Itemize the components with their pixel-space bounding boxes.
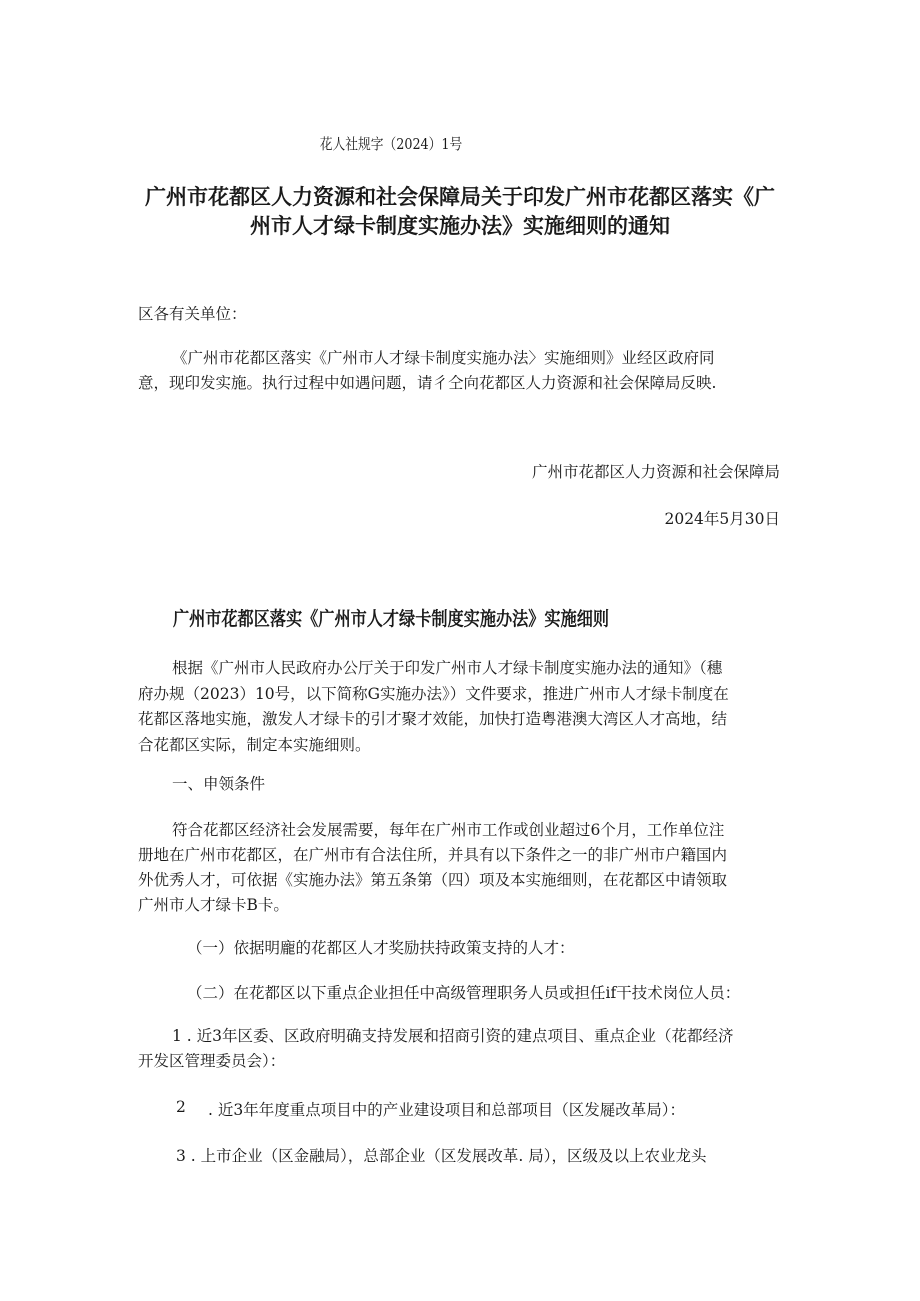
rules-intro-line-3: 花都区落地实施，激发人才绿卡的引才聚才效能，加快打造粤港澳大湾区人才高地，结 — [138, 710, 728, 728]
condition-item-2: （二）在花都区以下重点企业担任中高级管理职务人员或担任if干技术岗位人员： — [187, 984, 741, 1002]
notice-body-line-2: 意，现印发实施。执行过程中如遇问题，请彳仝向花都区人力资源和社会保障局反映. — [138, 374, 717, 392]
issue-date: 2024年5月30日 — [664, 510, 780, 528]
notice-body-line-1: 《广州市花都区落实《广州市人才绿卡制度实施办法〉实施细则》业经区政府同 — [172, 349, 715, 367]
sub-item-2-number: 2 — [176, 1098, 186, 1116]
rules-title: 广州市花都区落实《广州市人才绿卡制度实施办法》实施细则 — [172, 608, 610, 630]
sub-item-1-line-2: 开发区管理委员会）： — [138, 1052, 286, 1070]
notice-title-line-1: 广州市花都区人力资源和社会保障局关于印发广州市花都区落实《广 — [145, 185, 775, 209]
conditions-line-3: 外优秀人才，可依据《实施办法》第五条第（四）项及本实施细则，在花都区中请领取 — [138, 871, 728, 889]
condition-item-1: （一）依据明龐的花都区人才奖励扶持政策支持的人才： — [187, 939, 575, 957]
sub-item-3-line-1: 3 . 上市企业（区金融局），总部企业（区发展改革. 局），区级及以上农业龙头 — [176, 1147, 707, 1165]
conditions-line-2: 册地在广州市花都区，在广州市有合法住所，并具有以下条件之一的非广州市户籍国内 — [138, 846, 728, 864]
sub-item-2-text: . 近3年年度重点项目中的产业建设项目和总部项目（区发屣改革局）： — [208, 1101, 685, 1119]
issuer-signature: 广州市花都区人力资源和社会保障局 — [531, 463, 780, 481]
conditions-line-4: 广州市人才绿卡B卡。 — [138, 896, 289, 914]
document-number: 花人社规字（2024）1号 — [319, 135, 463, 153]
sub-item-1-line-1: 1 . 近3年区委、区政府明确支持发展和招商引资的建点项目、重点企业（花都经济 — [172, 1027, 734, 1045]
conditions-line-1: 符合花都区经济社会发展需要，每年在广州市工作或创业超过6个月，工作单位注 — [172, 821, 725, 839]
rules-intro-line-2: 府办规（2023）10号，以下简称G实施办法》）文件要求，推进广州市人才绿卡制度在 — [138, 685, 729, 703]
section-heading-conditions: 一、申领条件 — [172, 775, 266, 793]
salutation: 区各有关单位： — [138, 305, 247, 323]
rules-intro-line-1: 根据《广州市人民政府办公厅关于印发广州市人才绿卡制度实施办法的通知》（穗 — [172, 659, 723, 677]
rules-intro-line-4: 合花都区实际，制定本实施细则。 — [138, 736, 371, 754]
notice-title-line-2: 州市人才绿卡制度实施办法》实施细则的通知 — [250, 214, 670, 238]
